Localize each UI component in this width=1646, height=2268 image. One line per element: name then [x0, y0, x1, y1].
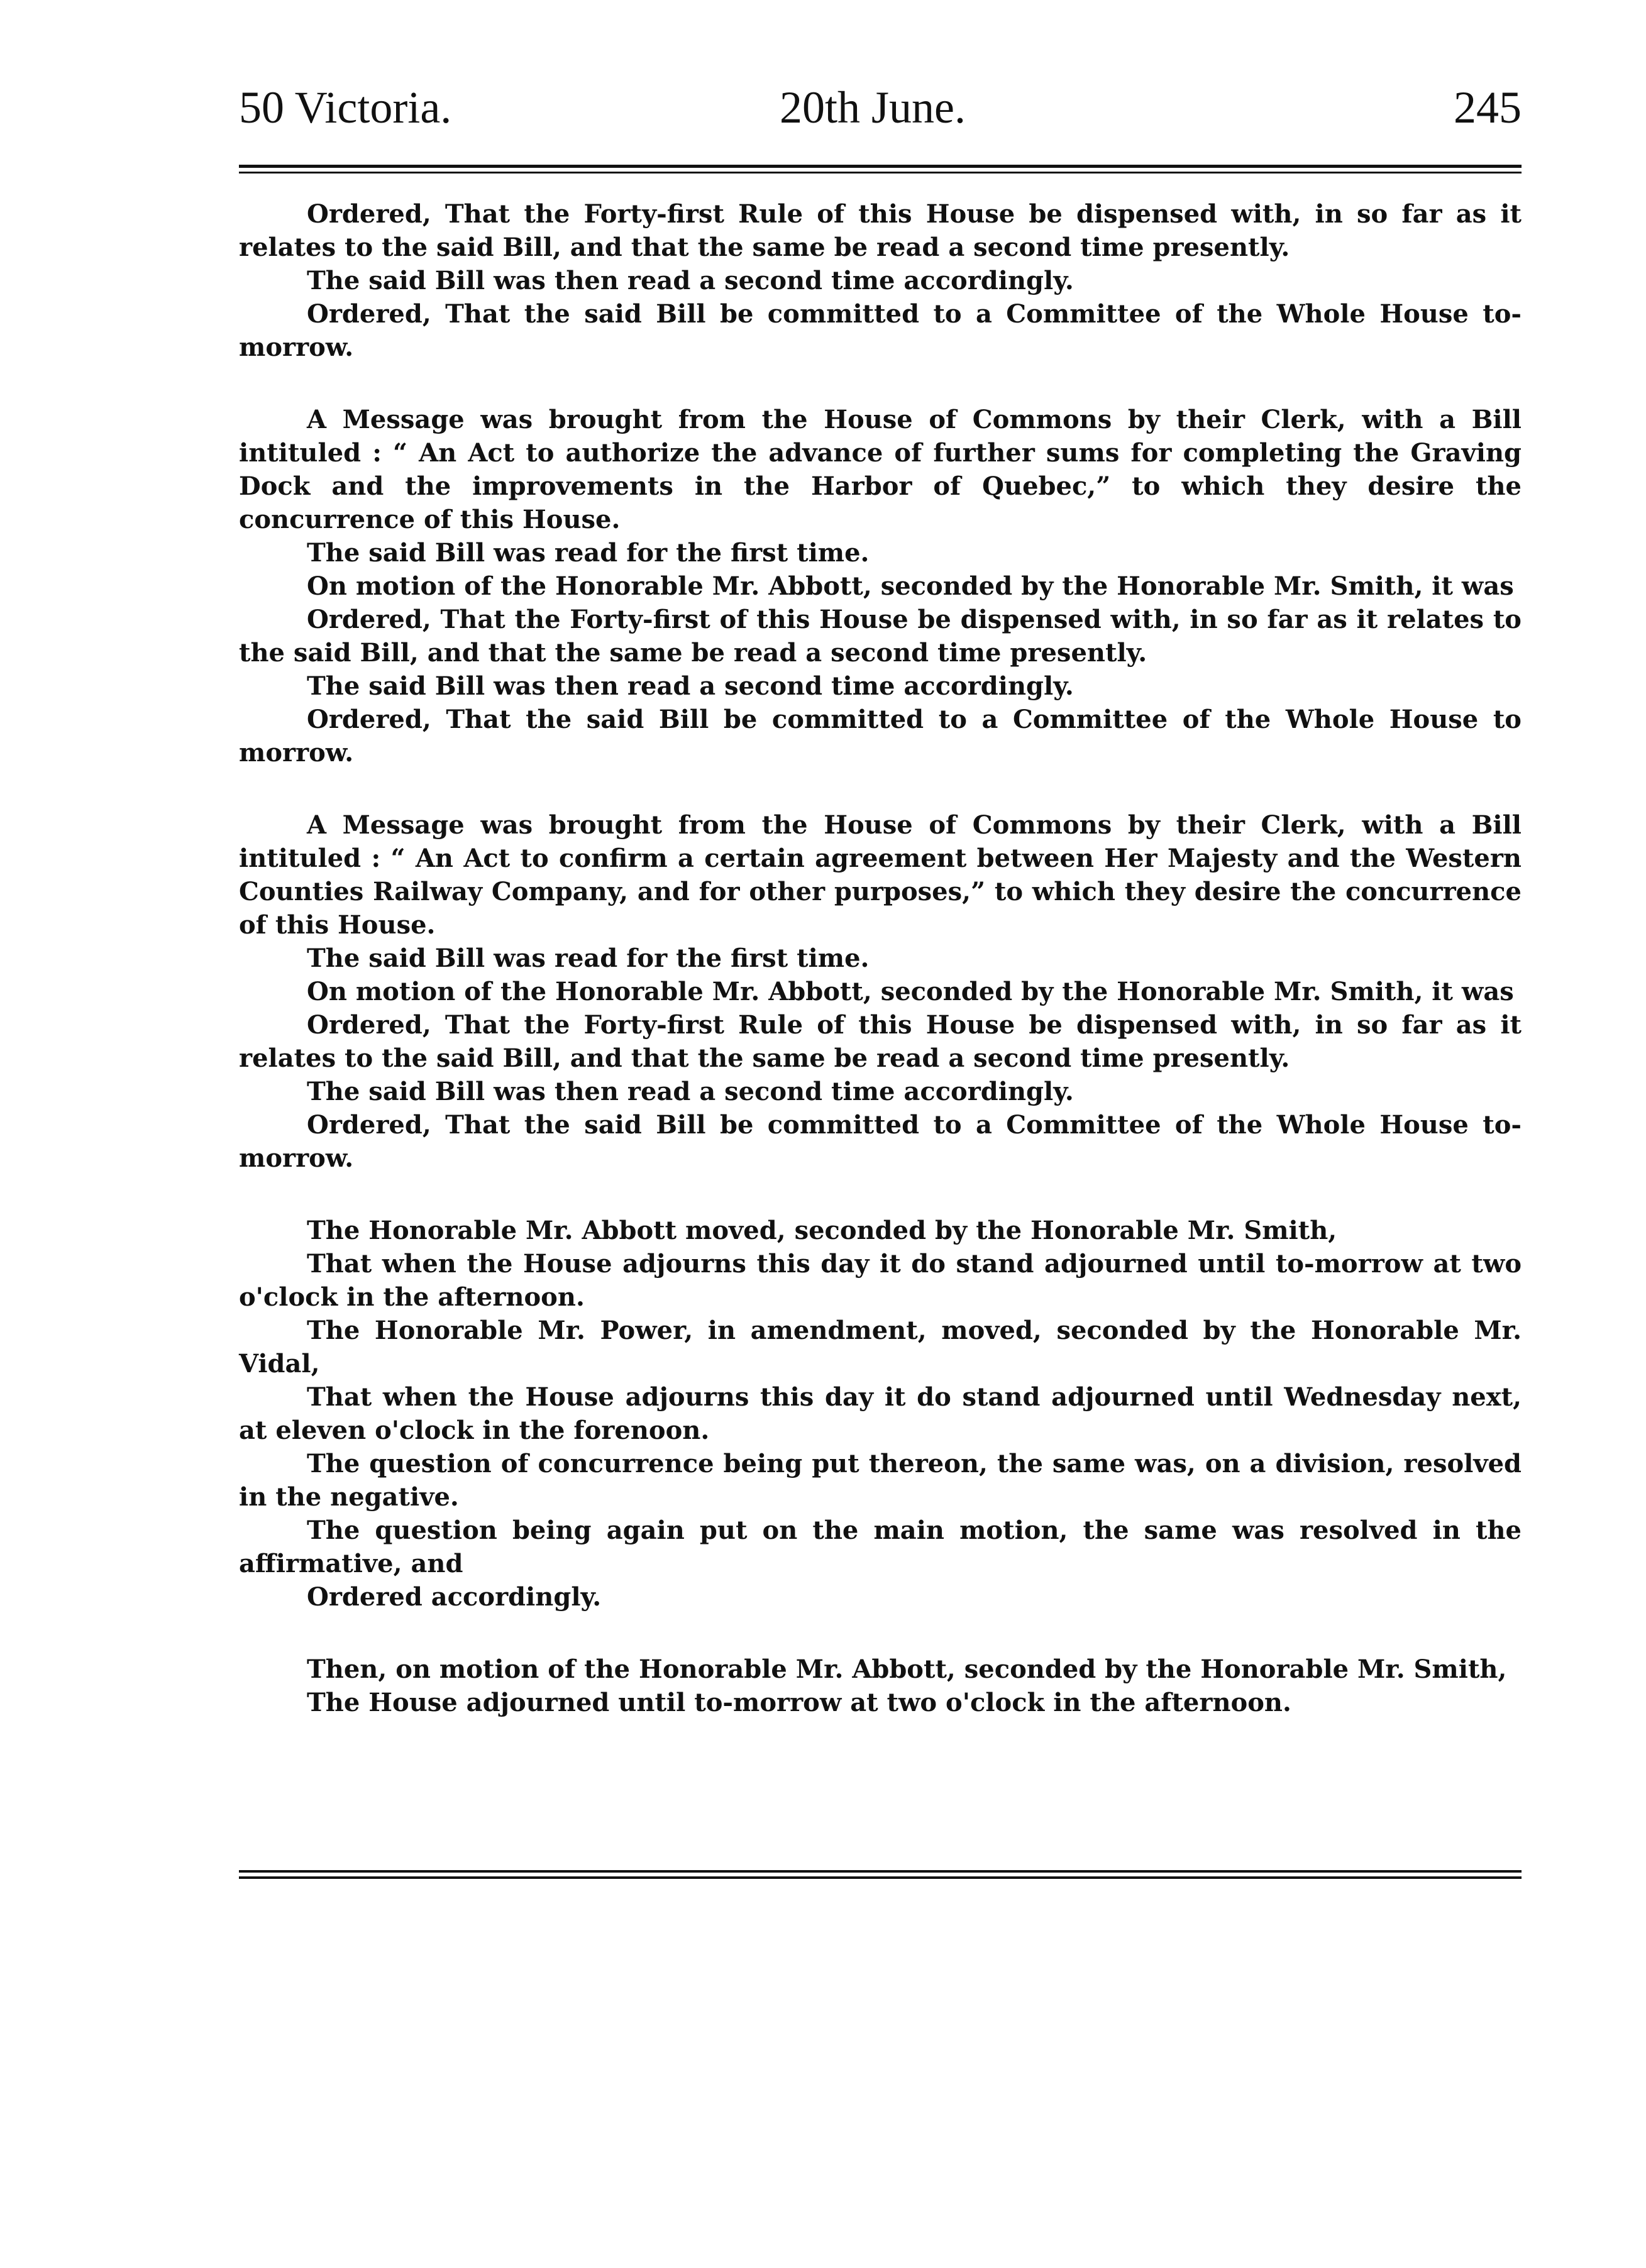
- paragraph: Ordered, That the Forty-first Rule of this House be dispensed with, in so far as it relates to the said Bill, and that the same be read a second time presently.: [239, 199, 1522, 262]
- journal-body: [239, 197, 1522, 1719]
- paragraph: That when the House adjourns this day it do stand adjourned until to-morrow at two o'clock in the afternoon.: [239, 1249, 1522, 1312]
- paragraph: The question being again put on the main motion, the same was resolved in the affirmative, and: [239, 1516, 1522, 1578]
- paragraph: Then, on motion of the Honorable Mr. Abbott, seconded by the Honorable Mr. Smith,: [307, 1654, 1507, 1684]
- paragraph: The said Bill was read for the first time.: [307, 538, 870, 568]
- paragraph: The Honorable Mr. Abbott moved, seconded by the Honorable Mr. Smith,: [307, 1216, 1337, 1245]
- header-session: 50 Victoria.: [239, 82, 452, 133]
- paragraph: The House adjourned until to-morrow at two o'clock in the afternoon.: [307, 1688, 1291, 1717]
- paragraph: Ordered, That the said Bill be committed to a Committee of the Whole House to-morrow.: [239, 299, 1522, 362]
- paragraph: Ordered, That the Forty-first of this House be dispensed with, in so far as it relates to the said Bill, and that the same be read a second time presently.: [239, 605, 1522, 668]
- header-rule: [239, 165, 1522, 173]
- header-date: 20th June.: [780, 82, 966, 133]
- page-header: [239, 82, 1522, 145]
- paragraph: The said Bill was then read a second time accordingly.: [307, 1077, 1074, 1106]
- paragraph: Ordered, That the said Bill be committed to a Committee of the Whole House to-morrow.: [239, 1110, 1522, 1173]
- paragraph: Ordered accordingly.: [307, 1582, 602, 1612]
- paragraph: On motion of the Honorable Mr. Abbott, seconded by the Honorable Mr. Smith, it was: [307, 977, 1514, 1006]
- page-number: 245: [1454, 82, 1522, 133]
- paragraph: A Message was brought from the House of Commons by their Clerk, with a Bill intituled : “ An Act to authorize the advance of further sums for completing the Graving Dock and the improvements in the Harbor of Quebec,” to which they desire the concurrence of this House.: [239, 405, 1522, 534]
- paragraph: The said Bill was read for the first time.: [307, 944, 870, 973]
- paragraph: Ordered, That the said Bill be committed to a Committee of the Whole House to morrow.: [239, 705, 1522, 768]
- paragraph: The Honorable Mr. Power, in amendment, moved, seconded by the Honorable Mr. Vidal,: [239, 1316, 1522, 1379]
- paragraph: The question of concurrence being put thereon, the same was, on a division, resolved in the negative.: [239, 1449, 1522, 1512]
- paragraph: That when the House adjourns this day it do stand adjourned until Wednesday next, at eleven o'clock in the forenoon.: [239, 1382, 1522, 1445]
- footer-rule: [239, 1870, 1522, 1879]
- paragraph: On motion of the Honorable Mr. Abbott, seconded by the Honorable Mr. Smith, it was: [307, 571, 1514, 601]
- paragraph: The said Bill was then read a second time accordingly.: [307, 671, 1074, 701]
- journal-page: [239, 82, 1522, 1879]
- paragraph: The said Bill was then read a second time accordingly.: [307, 266, 1074, 295]
- paragraph: Ordered, That the Forty-first Rule of this House be dispensed with, in so far as it relates to the said Bill, and that the same be read a second time presently.: [239, 1010, 1522, 1073]
- paragraph: A Message was brought from the House of Commons by their Clerk, with a Bill intituled : “ An Act to confirm a certain agreement between Her Majesty and the Western Counties Railway Company, and for other purposes,” to which they desire the concurrence of this House.: [239, 810, 1522, 940]
